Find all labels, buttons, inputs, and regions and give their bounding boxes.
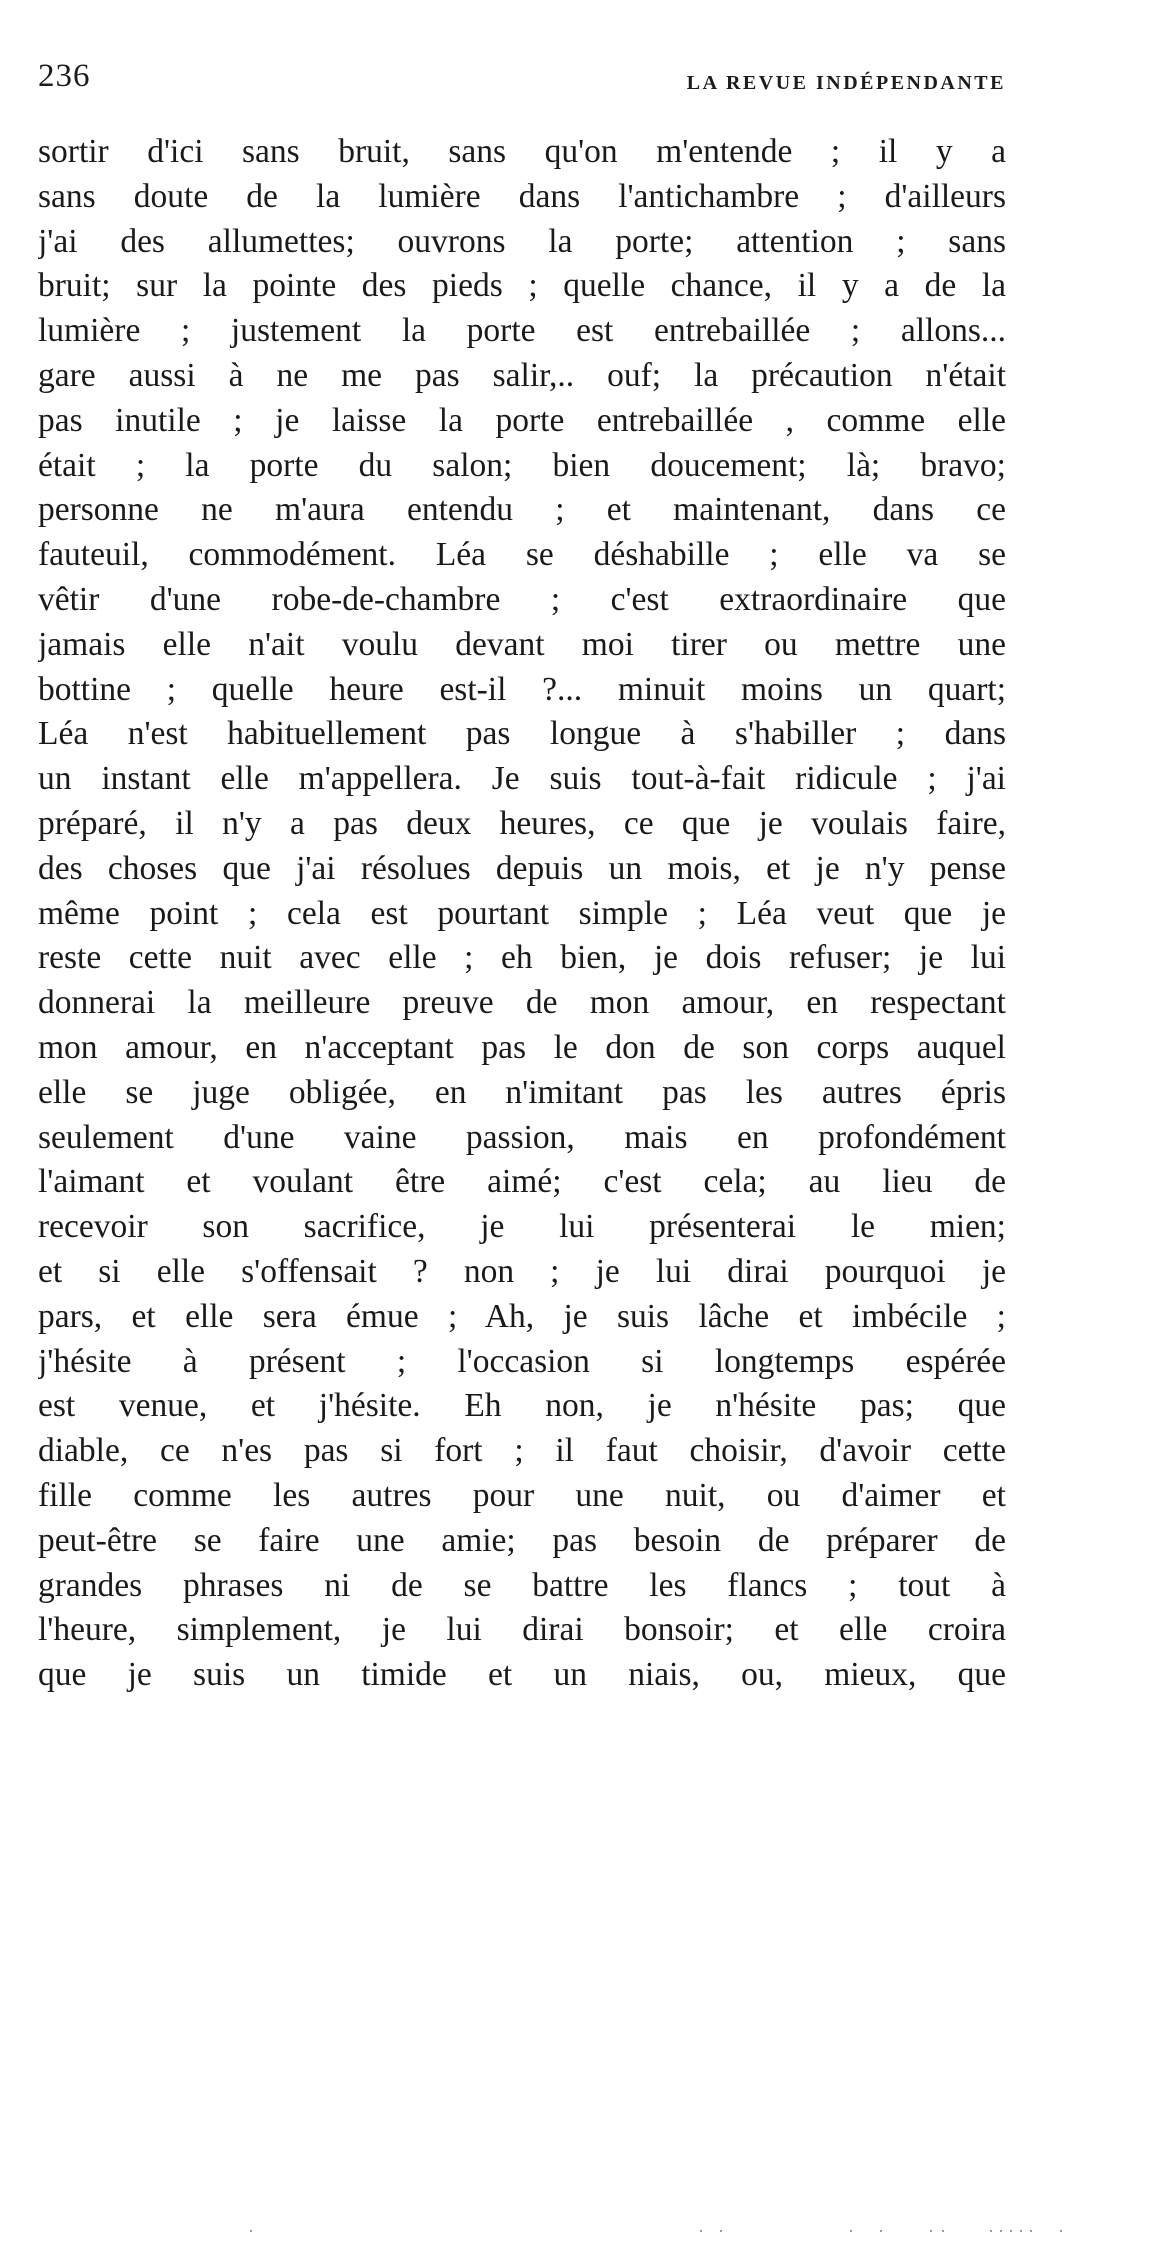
scan-specks <box>240 2230 1080 2236</box>
scan-speck <box>850 2230 852 2232</box>
scan-speck <box>1000 2230 1002 2232</box>
text-line: peut-être se faire une amie; pas besoin de préparer de <box>38 1521 1006 1559</box>
page-header <box>38 58 1006 98</box>
text-line: pars, et elle sera émue ; Ah, je suis lâche et imbécile ; <box>38 1297 1006 1335</box>
text-line: préparé, il n'y a pas deux heures, ce que je voulais faire, <box>38 804 1006 842</box>
scan-speck <box>700 2230 702 2232</box>
text-line: même point ; cela est pourtant simple ; Léa veut que je <box>38 894 1006 932</box>
text-line: fauteuil, commodément. Léa se déshabille ; elle va se <box>38 536 1006 574</box>
text-line: mon amour, en n'acceptant pas le don de son corps auquel <box>38 1028 1006 1066</box>
page-number: 236 <box>38 58 91 94</box>
scan-speck <box>1020 2230 1022 2232</box>
scan-speck <box>720 2230 722 2232</box>
scan-speck <box>1060 2230 1062 2232</box>
text-line: des choses que j'ai résolues depuis un mois, et je n'y pense <box>38 849 1006 887</box>
text-line: bruit; sur la pointe des pieds ; quelle chance, il y a de la <box>38 267 1006 305</box>
text-line: donnerai la meilleure preuve de mon amour, en respectant <box>38 984 1006 1022</box>
running-head: LA REVUE INDÉPENDANTE <box>686 72 1006 94</box>
text-line: sans doute de la lumière dans l'antichambre ; d'ailleurs <box>38 177 1006 215</box>
text-line: que je suis un timide et un niais, ou, mieux, que <box>38 1656 1006 1694</box>
body-text <box>38 130 1006 1698</box>
text-line: personne ne m'aura entendu ; et maintenant, dans ce <box>38 491 1006 529</box>
scan-speck <box>990 2230 992 2232</box>
text-line: est venue, et j'hésite. Eh non, je n'hésite pas; que <box>38 1387 1006 1425</box>
text-line: diable, ce n'es pas si fort ; il faut choisir, d'avoir cette <box>38 1432 1006 1470</box>
text-line: et si elle s'offensait ? non ; je lui dirai pourquoi je <box>38 1252 1006 1290</box>
text-line: sortir d'ici sans bruit, sans qu'on m'entende ; il y a <box>38 133 1006 170</box>
text-line: un instant elle m'appellera. Je suis tout-à-fait ridicule ; j'ai <box>38 760 1006 798</box>
scan-speck <box>942 2230 944 2232</box>
scan-speck <box>1010 2230 1012 2232</box>
text-line: grandes phrases ni de se battre les flancs ; tout à <box>38 1566 1006 1604</box>
text-line: l'aimant et voulant être aimé; c'est cela; au lieu de <box>38 1163 1006 1201</box>
text-line: l'heure, simplement, je lui dirai bonsoir; et elle croira <box>38 1611 1006 1649</box>
text-line: jamais elle n'ait voulu devant moi tirer ou mettre une <box>38 625 1006 663</box>
text-line: fille comme les autres pour une nuit, ou d'aimer et <box>38 1476 1006 1514</box>
text-line: vêtir d'une robe-de-chambre ; c'est extraordinaire que <box>38 580 1006 618</box>
text-line: lumière ; justement la porte est entrebaillée ; allons... <box>38 312 1006 350</box>
scan-speck <box>930 2230 932 2232</box>
text-line: seulement d'une vaine passion, mais en profondément <box>38 1118 1006 1156</box>
text-line: gare aussi à ne me pas salir,.. ouf; la précaution n'était <box>38 356 1006 394</box>
text-line: était ; la porte du salon; bien doucement; là; bravo; <box>38 446 1006 484</box>
text-line: elle se juge obligée, en n'imitant pas les autres épris <box>38 1073 1006 1111</box>
scan-speck <box>1030 2230 1032 2232</box>
text-line: j'hésite à présent ; l'occasion si longtemps espérée <box>38 1342 1006 1380</box>
text-line: bottine ; quelle heure est-il ?... minuit moins un quart; <box>38 670 1006 708</box>
text-line: j'ai des allumettes; ouvrons la porte; attention ; sans <box>38 222 1006 260</box>
scan-speck <box>880 2230 882 2232</box>
text-line: recevoir son sacrifice, je lui présenterai le mien; <box>38 1208 1006 1246</box>
text-line: Léa n'est habituellement pas longue à s'habiller ; dans <box>38 715 1006 753</box>
text-line: pas inutile ; je laisse la porte entrebaillée , comme elle <box>38 401 1006 439</box>
text-line: reste cette nuit avec elle ; eh bien, je dois refuser; je lui <box>38 939 1006 977</box>
scan-speck <box>250 2230 252 2232</box>
